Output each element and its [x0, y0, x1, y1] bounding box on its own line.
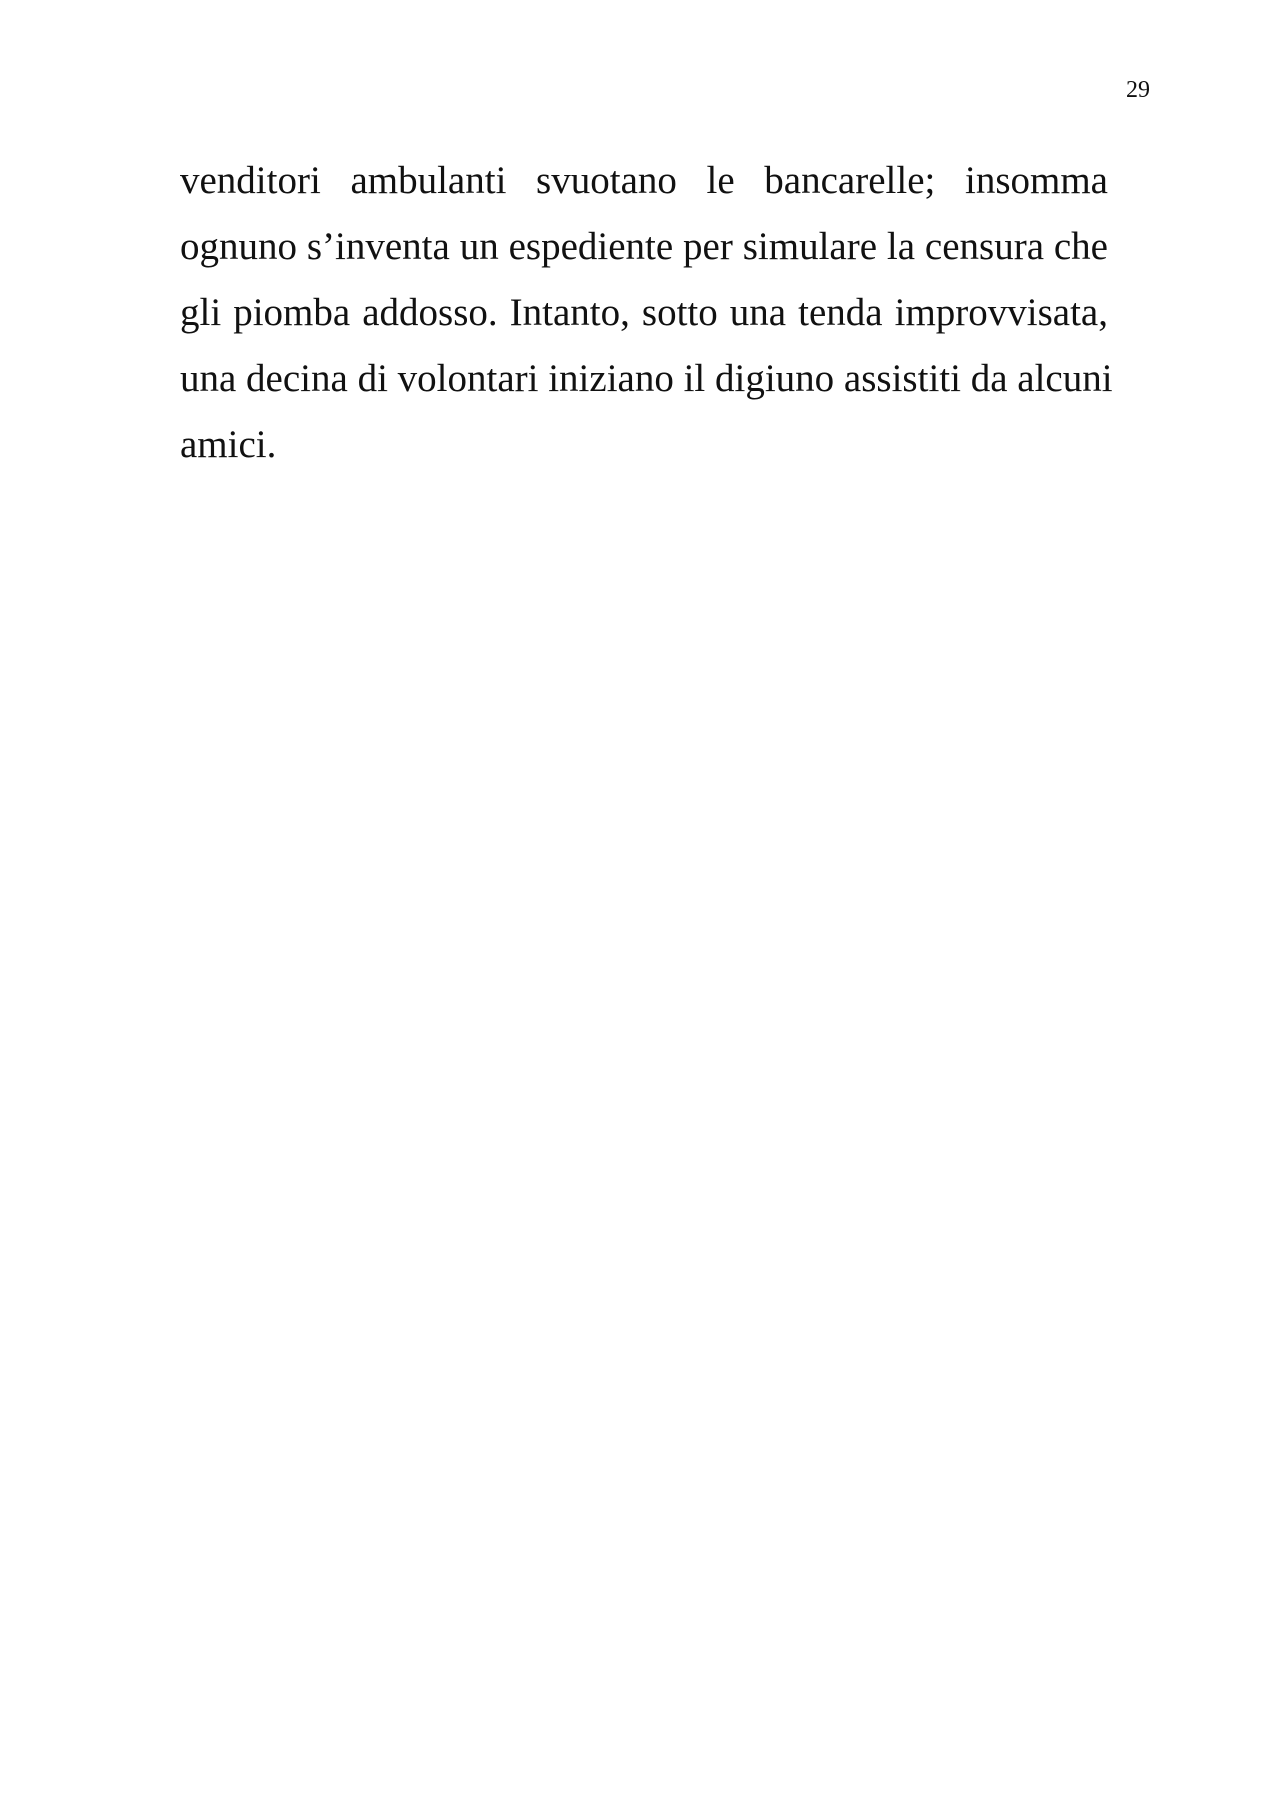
paragraph-line-1: venditori ambulanti svuotano le bancarelle; insomma — [180, 159, 1108, 202]
page-number: 29 — [1126, 77, 1150, 103]
paragraph-line-3: gli piomba addosso. Intanto, sotto una tenda improvvisata, — [180, 291, 1108, 334]
paragraph-line-2: ognuno s’inventa un espediente per simulare la censura che — [180, 225, 1108, 268]
paragraph-line-4: una decina di volontari iniziano il digiuno assistiti da alcuni — [180, 357, 1113, 400]
body-paragraph — [180, 148, 1113, 478]
paragraph-line-5: amici. — [180, 423, 277, 466]
